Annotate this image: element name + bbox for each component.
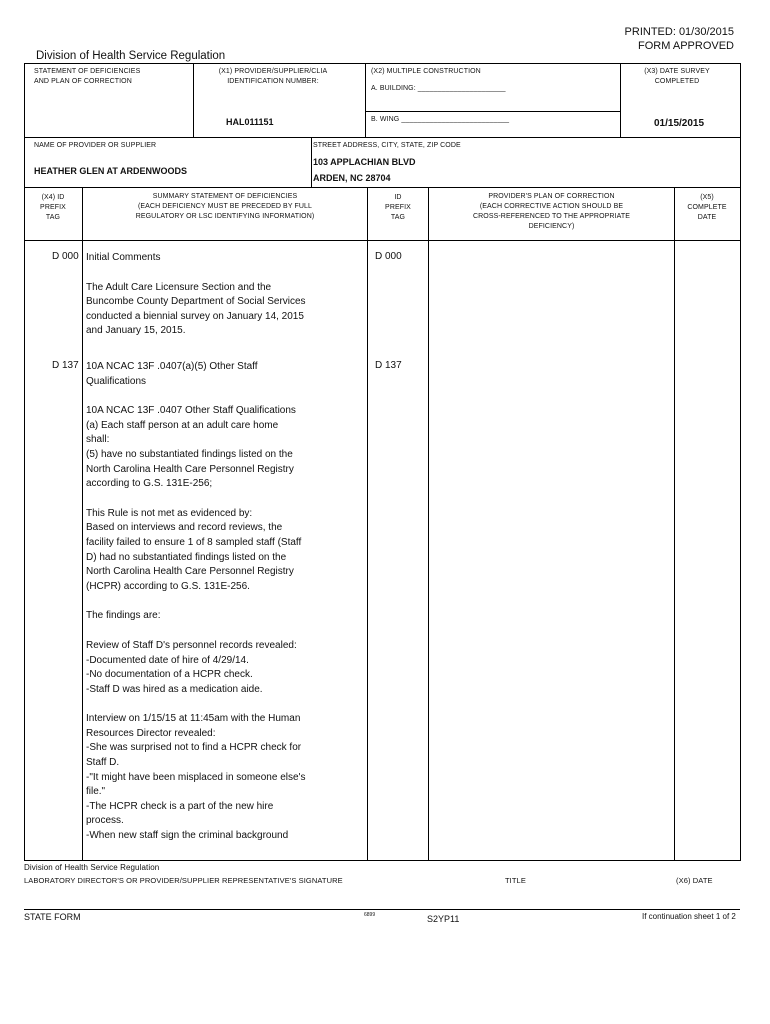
survey-date: 01/15/2015 bbox=[654, 118, 705, 129]
address-line2: ARDEN, NC 28704 bbox=[313, 173, 391, 183]
title-label: TITLE bbox=[505, 876, 526, 885]
provider-id: HAL011151 bbox=[226, 117, 274, 127]
footer-agency: Division of Health Service Regulation bbox=[24, 863, 160, 872]
prefix-tag: D 137 bbox=[52, 360, 79, 371]
form-code: 6899 bbox=[364, 912, 376, 918]
address-line1: 103 APPLACHIAN BLVD bbox=[313, 157, 416, 167]
building-label: A. BUILDING: ______________________ bbox=[371, 85, 506, 92]
id-prefix-tag: D 137 bbox=[375, 360, 402, 371]
col-id-header: ID PREFIX TAG bbox=[385, 194, 411, 221]
x1-label: (X1) PROVIDER/SUPPLIER/CLIA IDENTIFICATION NUMBER: bbox=[218, 68, 328, 85]
entry-paragraph: The Adult Care Licensure Section and the Buncombe County Department of Social Services conducted a biennial survey on January 14, 2015 and January 15, 2015. bbox=[86, 281, 306, 337]
entry-heading: Initial Comments bbox=[86, 252, 161, 263]
entry-paragraph: Interview on 1/15/15 at 11:45am with the Human Resources Director revealed: -She was surprised not to find a HCPR check for Staff D. -"It might have been misplaced in someone else's file." -The HCPR check is a part of the new hire process. -When new staff sign the criminal background bbox=[86, 713, 306, 842]
entry-paragraph: Review of Staff D's personnel records revealed: -Documented date of hire of 4/29/14. -No documentation of a HCPR check. -Staff D was hired as a medication aide. bbox=[86, 639, 297, 695]
continuation-label: If continuation sheet 1 of 2 bbox=[642, 912, 736, 921]
col-summary-header: SUMMARY STATEMENT OF DEFICIENCIES (EACH DEFICIENCY MUST BE PRECEDED BY FULL REGULATORY OR LSC IDENTIFYING INFORMATION) bbox=[135, 193, 315, 220]
printed-date: PRINTED: 01/30/2015 bbox=[624, 26, 734, 38]
provider-label: NAME OF PROVIDER OR SUPPLIER bbox=[34, 142, 157, 149]
signature-label: LABORATORY DIRECTOR'S OR PROVIDER/SUPPLIER REPRESENTATIVE'S SIGNATURE bbox=[24, 876, 343, 885]
address-label: STREET ADDRESS, CITY, STATE, ZIP CODE bbox=[313, 142, 461, 149]
x6-label: (X6) DATE bbox=[676, 876, 713, 885]
entry-paragraph: The findings are: bbox=[86, 610, 161, 622]
col-plan-header: PROVIDER'S PLAN OF CORRECTION (EACH CORRECTIVE ACTION SHOULD BE CROSS-REFERENCED TO THE APPROPRIATE DEFICIENCY) bbox=[472, 193, 630, 230]
provider-name: HEATHER GLEN AT ARDENWOODS bbox=[34, 166, 187, 176]
statement-label: STATEMENT OF DEFICIENCIES AND PLAN OF CORRECTION bbox=[34, 68, 141, 85]
print-header bbox=[625, 25, 734, 53]
wing-label: B. WING ___________________________ bbox=[371, 116, 510, 123]
entry-paragraph: This Rule is not met as evidenced by: Based on interviews and record reviews, the facility failed to ensure 1 of 8 sampled staff (Staff D) had no substantiated findings listed on the North Carolina Health Care Personnel Registry (HCPR) according to G.S. 131E-256. bbox=[86, 507, 302, 592]
agency-name: Division of Health Service Regulation bbox=[36, 50, 226, 62]
col-x4-header: (X4) ID PREFIX TAG bbox=[40, 194, 66, 221]
id-prefix-tag: D 000 bbox=[375, 251, 402, 262]
state-form-label: STATE FORM bbox=[24, 912, 81, 922]
entry-paragraph: 10A NCAC 13F .0407 Other Staff Qualifications (a) Each staff person at an adult care home shall: (5) have no substantiated findings listed on the North Carolina Health Care Personnel Registry according to G.S. 131E-256; bbox=[86, 405, 296, 490]
x3-label: (X3) DATE SURVEY COMPLETED bbox=[644, 68, 710, 85]
event-id: S2YP11 bbox=[427, 914, 460, 924]
prefix-tag: D 000 bbox=[52, 251, 79, 262]
deficiency-entry bbox=[86, 251, 366, 354]
form-approved: FORM APPROVED bbox=[638, 40, 734, 52]
x2-label: (X2) MULTIPLE CONSTRUCTION bbox=[371, 68, 481, 75]
entry-heading: 10A NCAC 13F .0407(a)(5) Other Staff Qualifications bbox=[86, 361, 258, 387]
deficiency-entry bbox=[86, 360, 366, 859]
col-x5-header: (X5) COMPLETE DATE bbox=[687, 194, 727, 221]
